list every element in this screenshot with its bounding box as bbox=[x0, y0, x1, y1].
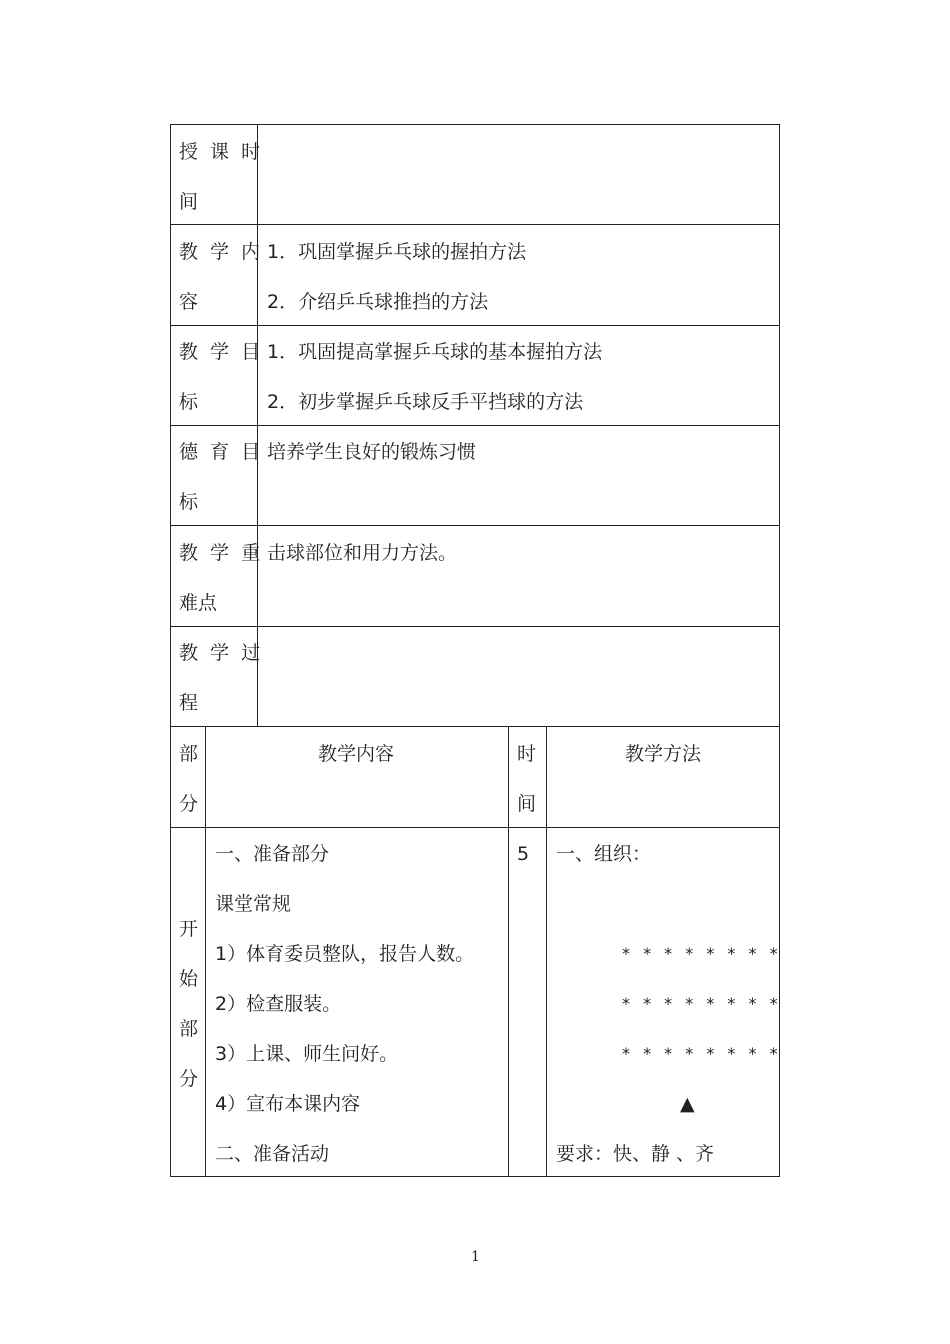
formation-row: * * * * * * * * bbox=[622, 1044, 782, 1063]
header-time: 时 bbox=[517, 743, 537, 765]
teaching-goal-item: 1．巩固提高掌握乒乓球的基本握拍方法 bbox=[267, 341, 603, 363]
table-border-left bbox=[170, 124, 171, 1177]
row-label-moral-goal-cont: 标 bbox=[179, 491, 199, 513]
header-part-cont: 分 bbox=[179, 793, 199, 815]
section-part-char: 部 bbox=[179, 1018, 199, 1040]
section-content-line: 2）检查服装。 bbox=[215, 993, 342, 1015]
section-content-line: 4）宣布本课内容 bbox=[215, 1093, 361, 1115]
section-content-line: 一、准备部分 bbox=[215, 843, 330, 865]
moral-goal-text: 培养学生良好的锻炼习惯 bbox=[267, 441, 477, 463]
section-content-line: 课堂常规 bbox=[215, 893, 292, 915]
row-label-key-points-cont: 难点 bbox=[179, 592, 218, 614]
row-label-teaching-goal-cont: 标 bbox=[179, 391, 199, 413]
row-divider bbox=[170, 224, 780, 225]
header-method: 教学方法 bbox=[625, 743, 702, 765]
row-label-key-points: 教 学 重 bbox=[179, 542, 264, 564]
row-label-teaching-process: 教 学 过 bbox=[179, 642, 264, 664]
teaching-content-item: 2．介绍乒乓球推挡的方法 bbox=[267, 291, 489, 313]
method-title: 一、组织： bbox=[556, 843, 652, 865]
row-label-teaching-content-cont: 容 bbox=[179, 291, 199, 313]
part-column-divider bbox=[205, 726, 206, 1177]
header-time-cont: 间 bbox=[517, 793, 537, 815]
row-label-teaching-time-cont: 间 bbox=[179, 191, 199, 213]
row-label-teaching-process-cont: 程 bbox=[179, 692, 199, 714]
content-column-divider bbox=[508, 726, 509, 1177]
section-content-line: 二、准备活动 bbox=[215, 1143, 330, 1165]
row-label-teaching-time: 授 课 时 bbox=[179, 141, 264, 163]
section-part-char: 分 bbox=[179, 1068, 199, 1090]
teaching-goal-item: 2．初步掌握乒乓球反手平挡球的方法 bbox=[267, 391, 584, 413]
row-label-teaching-goal: 教 学 目 bbox=[179, 341, 264, 363]
teacher-marker-icon: ▲ bbox=[680, 1093, 695, 1115]
section-content-line: 3）上课、师生问好。 bbox=[215, 1043, 399, 1065]
row-divider bbox=[170, 525, 780, 526]
header-content: 教学内容 bbox=[318, 743, 395, 765]
section-time-value: 5 bbox=[517, 843, 530, 865]
section-part-char: 始 bbox=[179, 968, 199, 990]
formation-row: * * * * * * * * bbox=[622, 944, 782, 963]
row-divider bbox=[170, 726, 780, 727]
section-part-char: 开 bbox=[179, 918, 199, 940]
row-divider bbox=[170, 827, 780, 828]
row-divider bbox=[170, 325, 780, 326]
header-part: 部 bbox=[179, 743, 199, 765]
time-column-divider bbox=[546, 726, 547, 1177]
teaching-content-item: 1．巩固掌握乒乓球的握拍方法 bbox=[267, 241, 527, 263]
key-points-text: 击球部位和用力方法。 bbox=[267, 542, 458, 564]
row-label-moral-goal: 德 育 目 bbox=[179, 441, 264, 463]
formation-row: * * * * * * * * bbox=[622, 994, 782, 1013]
table-border-top bbox=[170, 124, 780, 125]
label-column-divider bbox=[257, 124, 258, 727]
table-border-right bbox=[779, 124, 780, 1177]
row-label-teaching-content: 教 学 内 bbox=[179, 241, 264, 263]
row-divider bbox=[170, 626, 780, 627]
method-requirement: 要求：快、静 、齐 bbox=[556, 1143, 715, 1165]
table-border-bottom bbox=[170, 1176, 780, 1177]
row-divider bbox=[170, 425, 780, 426]
page-number: 1 bbox=[471, 1249, 480, 1265]
section-content-line: 1）体育委员整队，报告人数。 bbox=[215, 943, 475, 965]
